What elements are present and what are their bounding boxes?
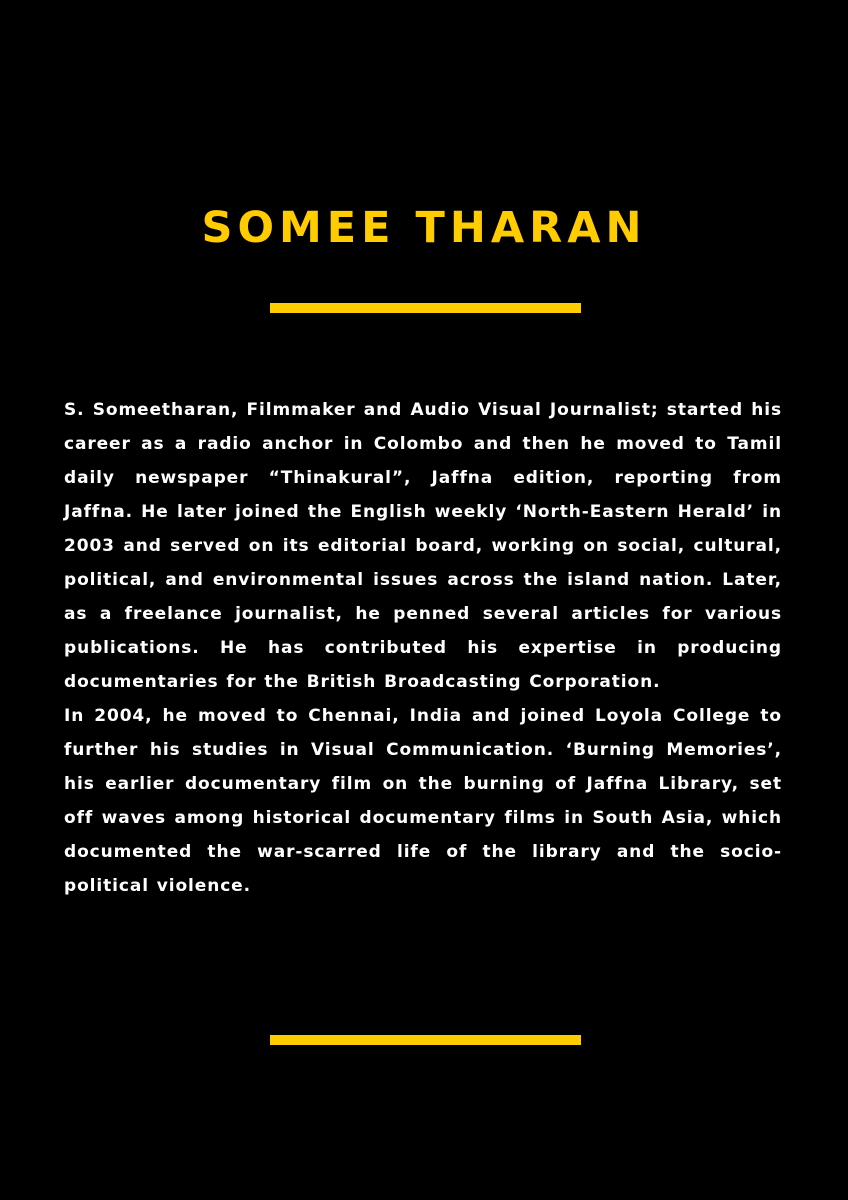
bio-paragraph-2: In 2004, he moved to Chennai, India and joined Loyola College to further his studies in Visual Communication. ‘Burning Memories’, his earlier documentary film on the burning of Jaffna Library, set off waves among historical documentary films in South Asia, which documented the war-scarred life of the library and the socio-political violence. xyxy=(64,706,782,896)
top-divider xyxy=(270,303,581,313)
biography-text xyxy=(64,393,782,903)
page-title: SOMEE THARAN xyxy=(201,203,647,253)
bio-paragraph-1: S. Someetharan, Filmmaker and Audio Visual Journalist; started his career as a radio anchor in Colombo and then he moved to Tamil daily newspaper “Thinakural”, Jaffna edition, reporting from Jaffna. He later joined the English weekly ‘North-Eastern Herald’ in 2003 and served on its editorial board, working on social, cultural, political, and environmental issues across the island nation. Later, as a freelance journalist, he penned several articles for various publications. He has contributed his expertise in producing documentaries for the British Broadcasting Corporation. xyxy=(64,400,782,692)
bottom-divider xyxy=(270,1035,581,1045)
